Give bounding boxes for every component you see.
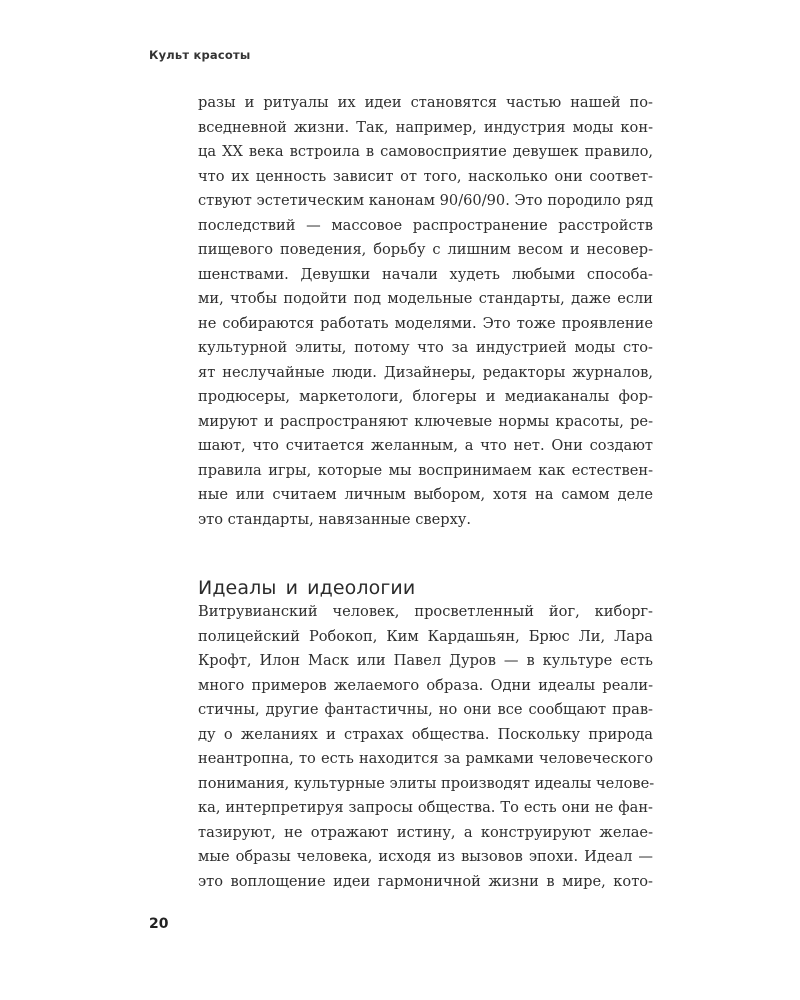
- paragraph-2: [198, 600, 653, 894]
- section-heading: Идеалы и идеологии: [198, 576, 416, 599]
- text-line: ят неслучайные люди. Дизайнеры, редакторы журналов,: [198, 363, 653, 381]
- text-line: ца XX века встроила в самовосприятие девушек правило,: [198, 143, 653, 160]
- text-line: тазируют, не отражают истину, а конструируют желае-: [198, 823, 653, 841]
- text-line: шенствами. Девушки начали худеть любыми способа-: [198, 265, 653, 283]
- text-line: неантропна, то есть находится за рамками человеческого: [198, 750, 653, 767]
- text-line: это воплощение идеи гармоничной жизни в мире, кото-: [198, 872, 653, 890]
- text-line: шают, что считается желанным, а что нет. Они создают: [198, 437, 653, 454]
- text-line: ные или считаем личным выбором, хотя на самом деле: [198, 486, 653, 503]
- text-line: Витрувианский человек, просветленный йог, киборг-: [198, 603, 653, 620]
- text-line: мируют и распространяют ключевые нормы красоты, ре-: [198, 412, 653, 430]
- text-line: культурной элиты, потому что за индустрией моды сто-: [198, 339, 653, 356]
- page-number: 20: [149, 916, 169, 932]
- text-line: пищевого поведения, борьбу с лишним весом и несовер-: [198, 241, 653, 258]
- running-title: Культ красоты: [149, 48, 251, 62]
- text-line: ка, интерпретируя запросы общества. То есть они не фан-: [198, 799, 653, 816]
- text-line: продюсеры, маркетологи, блогеры и медиаканалы фор-: [198, 388, 653, 405]
- text-line: правила игры, которые мы воспринимаем как естествен-: [198, 461, 653, 479]
- text-line: стичны, другие фантастичны, но они все сообщают прав-: [198, 701, 653, 718]
- paragraph-1: [198, 91, 653, 532]
- text-line: разы и ритуалы их идеи становятся частью нашей по-: [198, 94, 653, 111]
- text-line: что их ценность зависит от того, насколько они соответ-: [198, 167, 653, 185]
- text-line: ду о желаниях и страхах общества. Поскольку природа: [198, 725, 653, 743]
- text-line: ми, чтобы подойти под модельные стандарты, даже если: [198, 290, 653, 307]
- text-line: ствуют эстетическим канонам 90/60/90. Это породило ряд: [198, 192, 653, 209]
- text-line: полицейский Робокоп, Ким Кардашьян, Брюс Ли, Лара: [198, 627, 653, 645]
- text-line: понимания, культурные элиты производят идеалы челове-: [198, 774, 655, 792]
- text-line: последствий — массовое распространение расстройств: [198, 216, 653, 234]
- text-line: мые образы человека, исходя из вызовов эпохи. Идеал —: [198, 848, 653, 865]
- text-line: Крофт, Илон Маск или Павел Дуров — в культуре есть: [198, 652, 653, 669]
- text-line: вседневной жизни. Так, например, индустрия моды кон-: [198, 118, 653, 136]
- text-line: много примеров желаемого образа. Одни идеалы реали-: [198, 676, 653, 694]
- text-line: это стандарты, навязанные сверху.: [198, 510, 472, 528]
- text-line: не собираются работать моделями. Это тоже проявление: [198, 314, 653, 332]
